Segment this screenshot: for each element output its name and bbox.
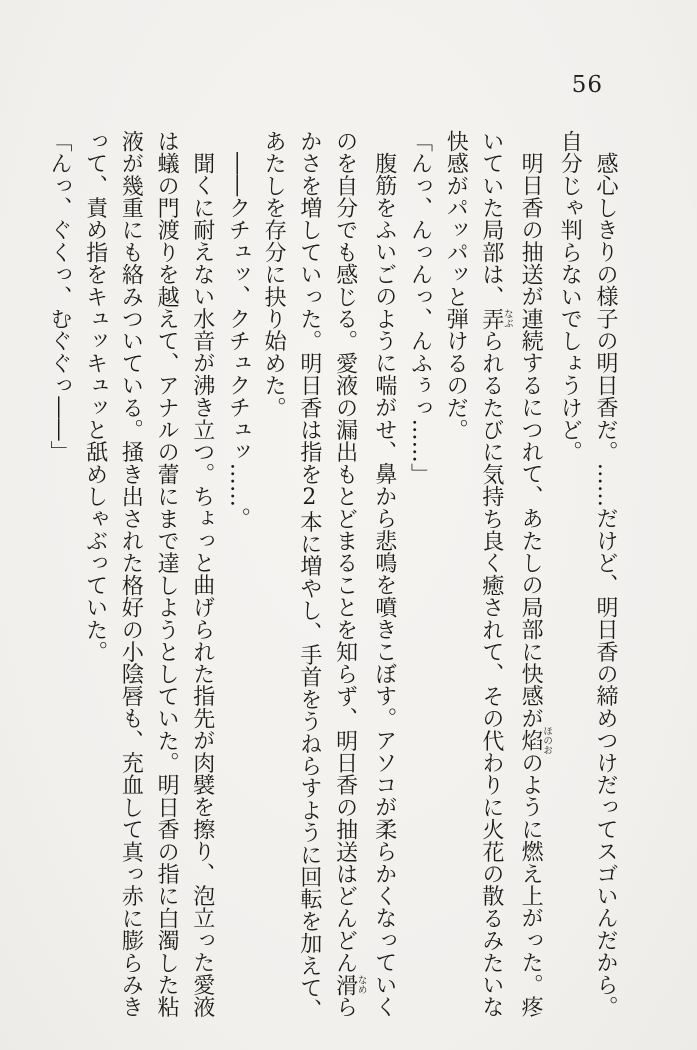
- ruby-annotated-text: 弄なぶ: [478, 307, 513, 330]
- text-segment: あたしを存分に抉り始めた。: [261, 130, 287, 419]
- text-line: [473, 130, 513, 1019]
- text-columns: [46, 130, 623, 1022]
- text-line: [184, 130, 220, 1018]
- text-line: [366, 130, 402, 1018]
- text-segment: ら: [332, 995, 358, 1019]
- text-line: [220, 130, 256, 1010]
- page-number: 56: [571, 72, 603, 98]
- text-segment: ――クチュッ、クチュクチュッ……。: [225, 152, 251, 530]
- text-segment: 液が幾重にも絡みついている。掻き出された格好の小陰唇も、充血して真っ赤に膨らみき: [118, 130, 144, 1018]
- text-segment: 感心しきりの様子の明日香だ。……だけど、明日香の締めつけだってスゴいんだから。: [593, 152, 618, 1018]
- ruby-annotated-text: 焰ほのお: [518, 726, 553, 755]
- text-line: [41, 130, 77, 1010]
- text-line: [512, 130, 553, 1018]
- text-segment: のように燃え上がった。疼: [518, 751, 544, 1018]
- text-line: [327, 130, 367, 1019]
- text-segment: 快感がパッパッと弾けるのだ。: [443, 130, 469, 441]
- text-line: [291, 130, 327, 1022]
- text-line: [148, 130, 184, 1018]
- text-line: [402, 130, 438, 1010]
- text-line: [255, 130, 291, 1010]
- text-line: [113, 130, 149, 1018]
- text-segment: 明日香の抽送が連続するにつれて、あたしの局部に快感が: [518, 152, 544, 730]
- text-segment: られるたびに気持ち良く癒されて、その代わりに火花の散るみたいな: [478, 329, 504, 1019]
- text-line: [437, 130, 473, 1010]
- text-line: [552, 130, 588, 1010]
- text-segment: 腹筋をふいごのように喘がせ、鼻から悲鳴を噴きこぼす。アソコが柔らかくなっていく: [371, 152, 397, 1018]
- text-segment: 「んっ、ぐくっ、むぐぐっ――」: [46, 130, 72, 463]
- text-segment: は蟻の門渡りを越えて、アナルの蕾にまで達しようとしていた。明日香の指に白濁した粘: [154, 130, 180, 1018]
- text-segment: 「んっ、んっんっ、んふぅっ……」: [407, 130, 433, 486]
- text-line: [587, 130, 623, 1018]
- text-segment: いていた局部は、: [478, 130, 504, 308]
- text-segment: かさを増していった。明日香は指を: [296, 130, 322, 486]
- text-segment: 本に増やし、手首をうねらすように回転を加えて、: [296, 510, 322, 1022]
- ruby-annotated-text: 滑なめ: [332, 973, 367, 996]
- text-segment: 自分じゃ判らないでしょうけど。: [557, 130, 583, 463]
- text-segment: のを自分でも感じる。愛液の漏出もとどまることを知らず、明日香の抽送はどんどん: [332, 130, 358, 974]
- text-segment: って、責め指をキュッキュッと舐めしゃぶっていた。: [82, 130, 108, 663]
- text-segment: 聞くに耐えない水音が沸き立つ。ちょっと曲げられた指先が肉襞を擦り、泡立った愛液: [189, 152, 215, 1018]
- text-line: [77, 130, 113, 1010]
- text-segment: 2: [296, 485, 322, 511]
